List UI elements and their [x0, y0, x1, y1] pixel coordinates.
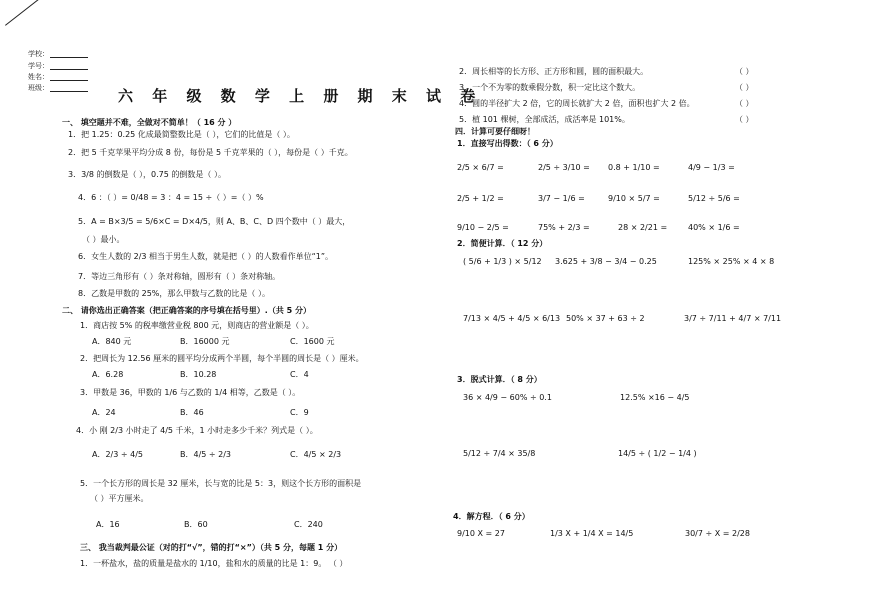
calc-1-item: 2/5 + 1/2 = [457, 194, 504, 203]
option-2-5-c: C．240 [294, 520, 323, 529]
calc-1-item: 9/10 × 5/7 = [608, 194, 660, 203]
question-1-8: 8．乙数是甲数的 25%，那么甲数与乙数的比是（ ）。 [78, 289, 270, 298]
section-4-2-heading: 2．简便计算．（ 12 分） [457, 239, 548, 248]
calc-1-item: 40% × 1/6 = [688, 223, 740, 232]
calc-2-item: 50% × 37 + 63 ÷ 2 [566, 314, 645, 323]
question-1-7: 7．等边三角形有（ ）条对称轴，圆形有（ ）条对称轴。 [78, 272, 281, 281]
question-3-5: 5．植 101 棵树，全部成活，成活率是 101%。 [459, 115, 630, 124]
option-2-3-c: C．9 [290, 408, 309, 417]
calc-1-item: 28 × 2/21 = [618, 223, 668, 232]
option-2-3-b: B．46 [180, 408, 204, 417]
answer-paren-3-2: （ ） [735, 67, 754, 76]
calc-1-item: 4/9 − 1/3 = [688, 163, 735, 172]
student-name-label: 姓名： [28, 74, 88, 81]
option-2-1-b: B．16000 元 [180, 337, 230, 346]
student-id-label: 学号： [28, 63, 88, 70]
question-1-5: 5．A = B×3/5 = 5/6×C = D×4/5，则 A、B、C、D 四个数中（ ）最大， [78, 217, 351, 226]
section-4-3-heading: 3．脱式计算．（ 8 分） [457, 375, 542, 384]
calc-1-item: 3/7 − 1/6 = [538, 194, 585, 203]
calc-1-item: 5/12 ÷ 5/6 = [688, 194, 740, 203]
answer-paren-3-5: （ ） [735, 115, 754, 124]
question-1-2: 2．把 5 千克苹果平均分成 8 份，每份是 5 千克苹果的（ ），每份是（ ）千克。 [68, 148, 353, 157]
calc-2-item: ( 5/6 + 1/3 ) × 5/12 [463, 257, 542, 266]
answer-paren-3-3: （ ） [735, 83, 754, 92]
page-title: 六 年 级 数 学 上 册 期 末 试 卷 [118, 87, 483, 105]
equation-item: 9/10 X = 27 [457, 529, 505, 538]
question-3-1: 1．一杯盐水，盐的质量是盐水的 1/10，盐和水的质量的比是 1：9。 （ ） [80, 559, 348, 568]
class-label: 班级： [28, 85, 88, 92]
calc-2-item: 3.625 + 3/8 − 3/4 − 0.25 [555, 257, 657, 266]
option-2-5-a: A．16 [96, 520, 120, 529]
calc-3-item: 14/5 ÷ ( 1/2 − 1/4 ) [618, 449, 697, 458]
equation-item: 1/3 X + 1/4 X = 14/5 [550, 529, 634, 538]
question-2-2: 2．把周长为 12.56 厘米的圆平均分成两个半圆，每个半圆的周长是（ ）厘米。 [80, 354, 364, 363]
question-1-1: 1．把 1.25：0.25 化成最简整数比是（ ），它们的比值是（ ）。 [68, 130, 295, 139]
question-1-3: 3．3/8 的倒数是（ ），0.75 的倒数是（ ）。 [68, 170, 226, 179]
question-2-4: 4．小 刚 2/3 小时走了 4/5 千米，1 小时走多少千米？列式是（ ）。 [76, 426, 318, 435]
calc-3-item: 36 × 4/9 − 60% ÷ 0.1 [463, 393, 552, 402]
section-4-4-heading: 4．解方程．（ 6 分） [453, 512, 530, 521]
calc-2-item: 125% × 25% × 4 × 8 [688, 257, 775, 266]
section-3-heading: 三、 我当裁判最公证（对的打“√”，错的打“×”）（共 5 分，每题 1 分） [80, 543, 343, 552]
question-3-4: 4．圆的半径扩大 2 倍，它的周长就扩大 2 倍，面积也扩大 2 倍。 [459, 99, 695, 108]
option-2-3-a: A．24 [92, 408, 116, 417]
question-2-3: 3．甲数是 36，甲数的 1/6 与乙数的 1/4 相等，乙数是（ ）。 [80, 388, 301, 397]
section-2-heading: 二、 请你选出正确答案（把正确答案的序号填在括号里）.（共 5 分） [62, 306, 311, 315]
calc-1-item: 9/10 − 2/5 = [457, 223, 509, 232]
equation-item: 30/7 ÷ X = 2/28 [685, 529, 750, 538]
section-1-heading: 一、 填空题并不难，全做对不简单！（ 16 分 ） [62, 118, 237, 127]
option-2-2-a: A．6.28 [92, 370, 124, 379]
school-label: 学校： [28, 51, 88, 58]
question-1-6: 6．女生人数的 2/3 相当于男生人数，就是把（ ）的人数看作单位“1”。 [78, 252, 333, 261]
section-4-1-heading: 1．直接写出得数：（ 6 分） [457, 139, 558, 148]
calc-1-item: 0.8 + 1/10 = [608, 163, 660, 172]
calc-3-item: 12.5% ×16 − 4/5 [620, 393, 690, 402]
question-1-5-cont: （ ）最小。 [82, 235, 125, 244]
option-2-1-c: C．1600 元 [290, 337, 335, 346]
question-2-5-cont: （ ）平方厘米。 [90, 494, 149, 503]
calc-2-item: 3/7 ÷ 7/11 + 4/7 × 7/11 [684, 314, 782, 323]
calc-1-item: 2/5 ÷ 3/10 = [538, 163, 590, 172]
question-2-5: 5．一个长方形的周长是 32 厘米，长与宽的比是 5：3，则这个长方形的面积是 [80, 479, 362, 488]
question-3-2: 2．周长相等的长方形、正方形和圆，圆的面积最大。 [459, 67, 649, 76]
option-2-4-a: A．2/3 ÷ 4/5 [92, 450, 144, 459]
calc-2-item: 7/13 × 4/5 + 4/5 × 6/13 [463, 314, 561, 323]
question-1-4: 4．6 ：（ ）= 0/48 = 3 ：4 = 15 ÷（ ）=（ ）% [78, 193, 264, 202]
calc-1-item: 2/5 × 6/7 = [457, 163, 504, 172]
calc-1-item: 75% + 2/3 = [538, 223, 590, 232]
binding-diagonal-line [5, 0, 167, 26]
option-2-4-b: B．4/5 ÷ 2/3 [180, 450, 232, 459]
option-2-2-c: C．4 [290, 370, 309, 379]
question-2-1: 1．商店按 5% 的税率缴营业税 800 元，则商店的营业额是（ ）。 [80, 321, 314, 330]
option-2-4-c: C．4/5 × 2/3 [290, 450, 342, 459]
answer-paren-3-4: （ ） [735, 99, 754, 108]
option-2-2-b: B．10.28 [180, 370, 217, 379]
option-2-5-b: B．60 [184, 520, 208, 529]
question-3-3: 3．一个不为零的数乘假分数，积一定比这个数大。 [459, 83, 641, 92]
section-4-heading: 四．计算可要仔细呀！ [455, 127, 535, 136]
calc-3-item: 5/12 ÷ 7/4 × 35/8 [463, 449, 536, 458]
option-2-1-a: A．840 元 [92, 337, 132, 346]
